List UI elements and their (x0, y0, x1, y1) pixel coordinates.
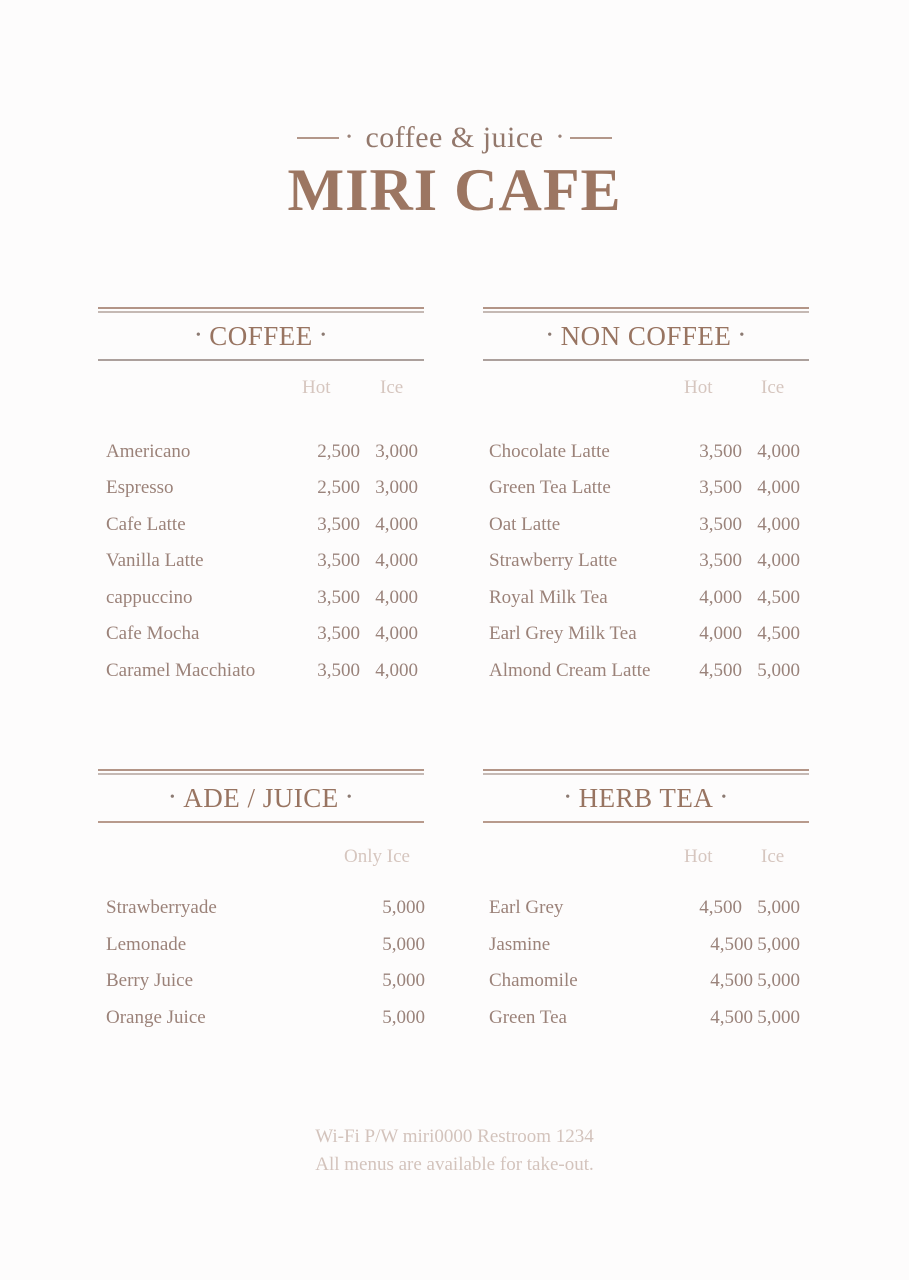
section-title (483, 775, 809, 821)
item-price-hot: 3,500 (699, 441, 742, 462)
double-rule (98, 769, 424, 775)
item-name: Earl Grey (489, 897, 564, 918)
section-title (98, 313, 424, 359)
item-name: Strawberry Latte (489, 550, 618, 571)
dot-icon: • (320, 328, 327, 343)
column-header-ice: Ice (761, 377, 785, 398)
menu-item (483, 897, 809, 921)
item-price-ice: 5,000 (757, 897, 800, 918)
item-name: Green Tea (489, 1007, 567, 1028)
item-price-ice: 5,000 (757, 1007, 800, 1028)
section-coffee (98, 307, 424, 681)
menu-item (98, 970, 424, 994)
wifi-restroom-info: Wi-Fi P/W miri0000 Restroom 1234 (315, 1126, 594, 1147)
item-price-hot: 3,500 (699, 550, 742, 571)
item-price-ice: 5,000 (382, 934, 425, 955)
menu-item (483, 514, 809, 538)
double-rule (98, 307, 424, 313)
item-name: Earl Grey Milk Tea (489, 623, 637, 644)
item-price-hot: 3,500 (317, 587, 360, 608)
item-price-ice: 5,000 (757, 934, 800, 955)
menu-item (98, 660, 424, 684)
menu-item (483, 441, 809, 465)
item-price-ice: 4,000 (375, 514, 418, 535)
item-price-hot: 4,500 (699, 897, 742, 918)
dot-icon: • (721, 790, 727, 805)
item-price-hot: 4,500 (710, 1007, 753, 1028)
item-price-hot: 3,500 (699, 477, 742, 498)
item-price-ice: 4,000 (757, 550, 800, 571)
item-name: Chocolate Latte (489, 441, 610, 462)
dot-icon: • (547, 328, 553, 343)
menu-item (483, 970, 809, 994)
dot-icon: • (169, 790, 176, 805)
dot-icon: • (195, 328, 202, 343)
menu-item (483, 550, 809, 574)
item-price-ice: 4,500 (757, 623, 800, 644)
menu-item (98, 477, 424, 501)
decorative-line-left (297, 137, 339, 139)
menu-item (98, 934, 424, 958)
section-title (483, 313, 809, 359)
item-price-ice: 5,000 (382, 1007, 425, 1028)
item-name: Green Tea Latte (489, 477, 611, 498)
dot-icon: • (739, 328, 745, 343)
section-title-text: NON COFFEE (560, 320, 732, 351)
page-title: MIRI CAFE (287, 157, 622, 223)
menu-item (98, 897, 424, 921)
item-price-ice: 4,000 (757, 477, 800, 498)
item-price-ice: 5,000 (382, 970, 425, 991)
item-price-ice: 3,000 (375, 477, 418, 498)
item-price-ice: 5,000 (757, 970, 800, 991)
column-headers (98, 361, 424, 401)
item-price-ice: 4,000 (757, 514, 800, 535)
column-header-hot: Hot (302, 377, 331, 398)
item-name: Royal Milk Tea (489, 587, 608, 608)
item-price-hot: 3,500 (317, 623, 360, 644)
item-name: Espresso (106, 477, 174, 498)
menu-item (98, 1007, 424, 1031)
subtitle: coffee & juice (365, 121, 544, 154)
item-name: cappuccino (106, 587, 193, 608)
section-title-text: HERB TEA (578, 782, 714, 813)
menu-item (483, 587, 809, 611)
column-header-hot: Hot (684, 377, 713, 398)
dot-icon: • (557, 130, 563, 145)
column-headers (483, 361, 809, 401)
item-name: Almond Cream Latte (489, 660, 651, 681)
item-price-ice: 3,000 (375, 441, 418, 462)
menu-item (483, 660, 809, 684)
item-price-hot: 4,000 (699, 587, 742, 608)
column-header-only-ice: Only Ice (344, 846, 410, 867)
double-rule (483, 769, 809, 775)
item-price-hot: 3,500 (317, 514, 360, 535)
item-price-ice: 4,000 (375, 587, 418, 608)
section-herb-tea (483, 769, 809, 1028)
item-price-ice: 4,000 (375, 660, 418, 681)
decorative-line-right (570, 137, 612, 139)
menu-item (483, 934, 809, 958)
menu-item (483, 477, 809, 501)
dot-icon: • (346, 130, 352, 145)
section-title-text: COFFEE (209, 320, 313, 351)
item-price-ice: 4,000 (375, 550, 418, 571)
item-price-ice: 4,500 (757, 587, 800, 608)
item-price-ice: 4,000 (757, 441, 800, 462)
item-price-hot: 2,500 (317, 477, 360, 498)
footer-notes (0, 1123, 909, 1179)
item-name: Caramel Macchiato (106, 660, 256, 681)
dot-icon: • (565, 790, 571, 805)
item-price-ice: 5,000 (382, 897, 425, 918)
item-price-hot: 3,500 (699, 514, 742, 535)
takeout-note: All menus are available for take-out. (315, 1154, 594, 1175)
item-price-ice: 5,000 (757, 660, 800, 681)
double-rule (483, 307, 809, 313)
section-title (98, 775, 424, 821)
item-name: Cafe Latte (106, 514, 186, 535)
menu-item (98, 441, 424, 465)
menu-item (98, 550, 424, 574)
column-header-ice: Ice (380, 377, 404, 398)
item-name: Strawberryade (106, 897, 217, 918)
item-price-ice: 4,000 (375, 623, 418, 644)
section-non-coffee (483, 307, 809, 681)
item-name: Berry Juice (106, 970, 194, 991)
menu-item (98, 623, 424, 647)
item-price-hot: 3,500 (317, 550, 360, 571)
item-name: Vanilla Latte (106, 550, 204, 571)
item-name: Chamomile (489, 970, 578, 991)
menu-header (0, 118, 909, 226)
dot-icon: • (346, 790, 353, 805)
item-name: Americano (106, 441, 191, 462)
item-price-hot: 4,500 (699, 660, 742, 681)
item-name: Cafe Mocha (106, 623, 200, 644)
menu-item (483, 1007, 809, 1031)
item-name: Oat Latte (489, 514, 561, 535)
item-price-hot: 4,500 (710, 934, 753, 955)
menu-item (98, 514, 424, 538)
item-name: Orange Juice (106, 1007, 206, 1028)
item-price-hot: 2,500 (317, 441, 360, 462)
item-price-hot: 4,500 (710, 970, 753, 991)
menu-item (98, 587, 424, 611)
column-header-hot: Hot (684, 846, 713, 867)
section-ade-juice (98, 769, 425, 1028)
column-headers (483, 823, 809, 881)
column-headers (98, 823, 424, 881)
item-name: Jasmine (489, 934, 551, 955)
item-price-hot: 3,500 (317, 660, 360, 681)
menu-item (483, 623, 809, 647)
column-header-ice: Ice (761, 846, 785, 867)
subtitle-row (0, 118, 909, 158)
item-price-hot: 4,000 (699, 623, 742, 644)
section-title-text: ADE / JUICE (183, 782, 339, 813)
item-name: Lemonade (106, 934, 187, 955)
